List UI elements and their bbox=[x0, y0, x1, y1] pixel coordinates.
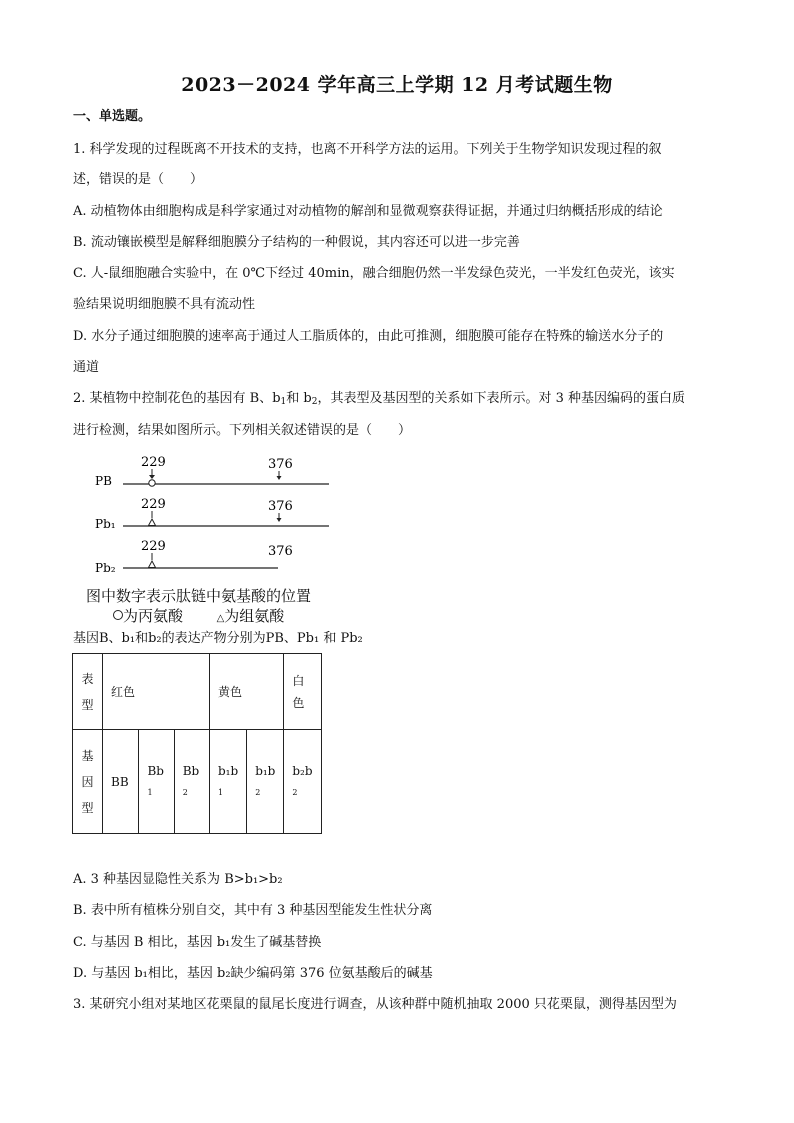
cell-yellow: 黄色 bbox=[210, 654, 284, 730]
q2-stem-sub2: 2 bbox=[311, 397, 318, 407]
q2-stem-line1 bbox=[73, 390, 685, 408]
legend-alanine: 为丙氨酸 bbox=[123, 607, 184, 625]
cell-genotype-b1b1: b₁b 1 bbox=[210, 730, 247, 834]
cell-genotype-bb: BB bbox=[103, 730, 139, 834]
q1-option-d-line2: 通道 bbox=[73, 360, 100, 375]
q2-stem-part-a: 2. 某植物中控制花色的基因有 B、b bbox=[73, 391, 281, 406]
cell-genotype-bb1: Bb 1 bbox=[139, 730, 174, 834]
q1-option-b: B. 流动镶嵌模型是解释细胞膜分子结构的一种假说，其内容还可以进一步完善 bbox=[73, 235, 520, 250]
cell-genotype-bb2: Bb 2 bbox=[174, 730, 209, 834]
arrowhead-229-pb bbox=[149, 475, 155, 479]
q1-stem-line1: 1. 科学发现的过程既离不开技术的支持，也离不开科学方法的运用。下列关于生物学知识发现过程的叙 bbox=[73, 142, 662, 157]
arrowhead-376-pb1 bbox=[277, 518, 282, 522]
pos-376-pb: 376 bbox=[268, 457, 293, 472]
cell-genotype-b2b2: b₂b 2 bbox=[284, 730, 321, 834]
q1-option-c-line1: C. 人-鼠细胞融合实验中，在 0℃下经过 40min，融合细胞仍然一半发绿色荧光，一半发红色荧光，该实 bbox=[73, 266, 675, 281]
diagram-legend bbox=[113, 605, 284, 626]
row-label-pb1: Pb₁ bbox=[95, 517, 116, 531]
alanine-circle-icon bbox=[149, 480, 155, 486]
pos-229-pb1: 229 bbox=[141, 497, 166, 512]
q1-option-a: A. 动植物体由细胞构成是科学家通过对动植物的解剖和显微观察获得证据，并通过归纳概括形成的结论 bbox=[73, 204, 663, 219]
phenotype-genotype-table bbox=[72, 653, 322, 834]
protein-diagram bbox=[73, 450, 353, 580]
q1-option-c-line2: 验结果说明细胞膜不具有流动性 bbox=[73, 297, 256, 312]
pos-229-pb: 229 bbox=[141, 455, 166, 470]
q2-option-a: A. 3 种基因显隐性关系为 B>b₁>b₂ bbox=[73, 872, 283, 887]
q2-option-d: D. 与基因 b₁相比，基因 b₂缺少编码第 376 位氨基酸后的碱基 bbox=[73, 966, 433, 981]
q2-stem-part-c: ，其表型及基因型的关系如下表所示。对 3 种基因编码的蛋白质 bbox=[317, 391, 686, 406]
row-label-pb: PB bbox=[95, 474, 112, 488]
pos-376-pb1: 376 bbox=[268, 499, 293, 514]
q2-stem-line2: 进行检测，结果如图所示。下列相关叙述错误的是（ ） bbox=[73, 423, 412, 438]
page-title: 2023－2024 学年高三上学期 12 月考试题生物 bbox=[181, 74, 613, 96]
q2-option-b: B. 表中所有植株分别自交，其中有 3 种基因型能发生性状分离 bbox=[73, 903, 433, 918]
cell-white: 白 色 bbox=[284, 654, 321, 730]
q2-stem-part-b: 和 b bbox=[286, 391, 312, 406]
q2-stem-sub1: 1 bbox=[280, 397, 287, 407]
table-head-genotype: 基 因 型 bbox=[73, 730, 103, 834]
q1-stem-line2: 述，错误的是（ ） bbox=[73, 172, 204, 187]
histidine-triangle-icon bbox=[149, 519, 156, 526]
q2-option-c: C. 与基因 B 相比，基因 b₁发生了碱基替换 bbox=[73, 935, 322, 950]
q3-stem-line1: 3. 某研究小组对某地区花栗鼠的鼠尾长度进行调查，从该种群中随机抽取 2000 只花栗鼠，测得基因型为 bbox=[73, 997, 677, 1012]
diagram-caption: 图中数字表示肽链中氨基酸的位置 bbox=[86, 587, 312, 605]
table-row-genotype bbox=[73, 730, 322, 834]
section-heading: 一、单选题。 bbox=[73, 109, 152, 124]
legend-histidine: 为组氨酸 bbox=[224, 607, 285, 625]
histidine-triangle-icon bbox=[149, 561, 156, 568]
pos-229-pb2: 229 bbox=[141, 539, 166, 554]
pos-376-pb2: 376 bbox=[268, 544, 293, 559]
q1-option-d-line1: D. 水分子通过细胞膜的速率高于通过人工脂质体的，由此可推测，细胞膜可能存在特殊的输送水分子的 bbox=[73, 329, 664, 344]
diagram-caption-products: 基因B、b₁和b₂的表达产物分别为PB、Pb₁ 和 Pb₂ bbox=[73, 631, 363, 646]
table-head-phenotype: 表 型 bbox=[73, 654, 103, 730]
alanine-legend-circle-icon bbox=[113, 610, 123, 620]
table-row-phenotype bbox=[73, 654, 322, 730]
histidine-legend-triangle-icon: △ bbox=[216, 613, 225, 624]
cell-red: 红色 bbox=[103, 654, 210, 730]
cell-genotype-b1b2: b₁b 2 bbox=[247, 730, 284, 834]
row-label-pb2: Pb₂ bbox=[95, 561, 116, 575]
arrowhead-376-pb bbox=[277, 476, 282, 480]
